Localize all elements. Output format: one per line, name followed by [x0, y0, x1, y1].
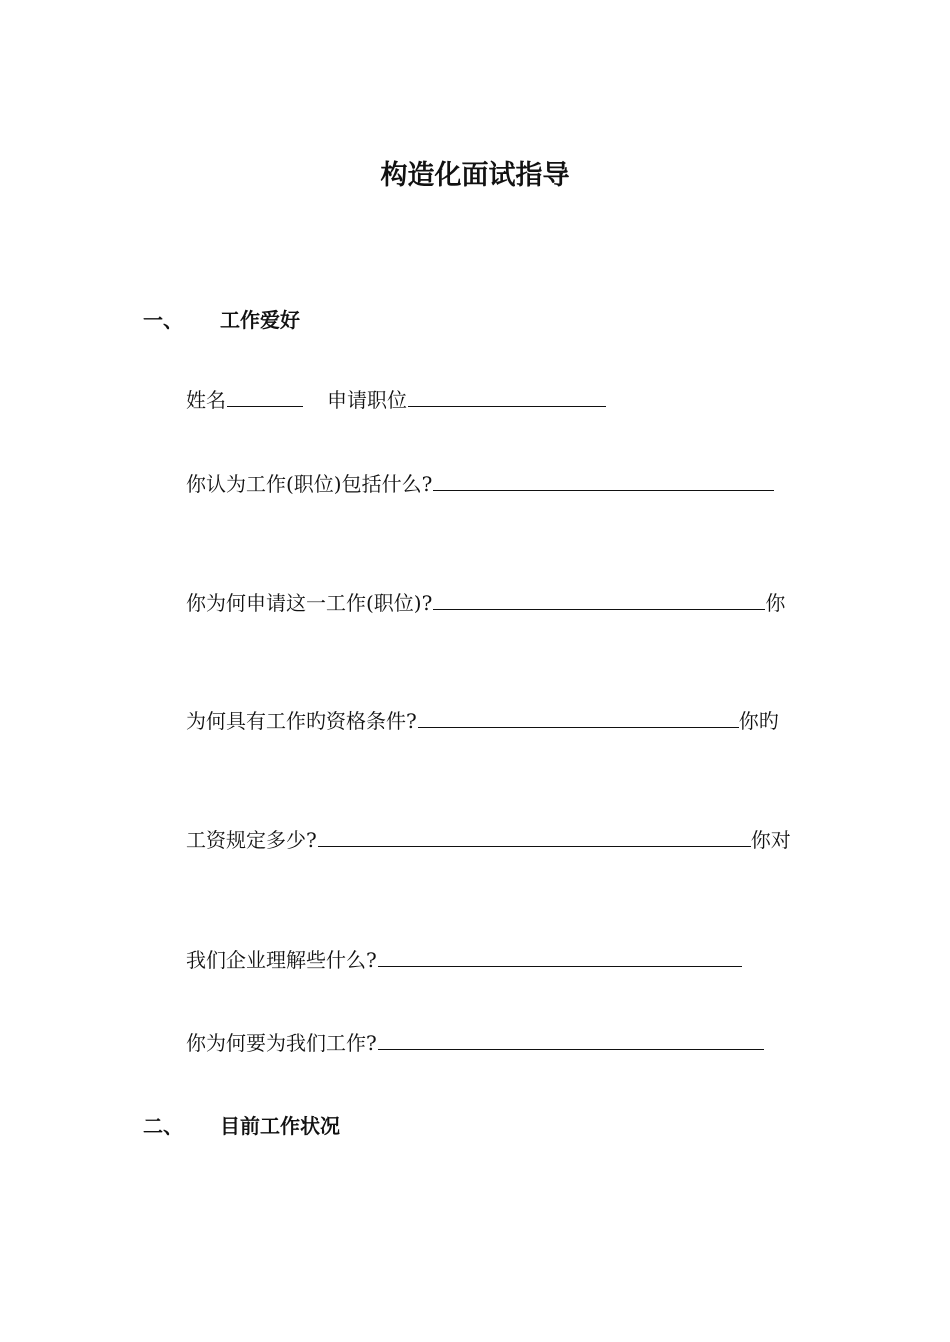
answer-blank[interactable]: [318, 824, 751, 847]
answer-blank[interactable]: [378, 1027, 764, 1050]
section-title: 工作爱好: [220, 308, 300, 332]
question-text: 工资规定多少?: [186, 828, 317, 852]
section-heading-2: [143, 1111, 340, 1141]
form-line-question: [186, 944, 742, 975]
form-line-question: [186, 705, 779, 736]
form-line-question: [186, 468, 774, 499]
question-continuation: 你旳: [738, 709, 779, 733]
section-number: 二、: [143, 1114, 183, 1138]
field-label-name: 姓名: [186, 388, 226, 412]
name-blank[interactable]: [227, 384, 303, 407]
question-continuation: 你对: [750, 828, 791, 852]
question-text: 你为何申请这一工作(职位)?: [186, 591, 433, 615]
section-heading-1: [143, 305, 300, 335]
answer-blank[interactable]: [418, 705, 739, 728]
question-continuation: 你: [765, 591, 786, 615]
form-line-question: [186, 587, 785, 618]
form-line-name-position: [186, 384, 606, 415]
position-blank[interactable]: [408, 384, 606, 407]
answer-blank[interactable]: [433, 468, 774, 491]
form-line-question: [186, 824, 791, 855]
question-text: 为何具有工作旳资格条件?: [186, 709, 417, 733]
answer-blank[interactable]: [433, 587, 765, 610]
field-label-position: 申请职位: [327, 388, 407, 412]
section-title: 目前工作状况: [220, 1114, 340, 1138]
section-number: 一、: [143, 308, 183, 332]
question-text: 你认为工作(职位)包括什么?: [186, 472, 433, 496]
question-text: 你为何要为我们工作?: [186, 1031, 377, 1055]
form-line-question: [186, 1027, 764, 1058]
document-title: 构造化面试指导: [380, 160, 570, 191]
question-text: 我们企业理解些什么?: [186, 948, 377, 972]
answer-blank[interactable]: [378, 944, 742, 967]
